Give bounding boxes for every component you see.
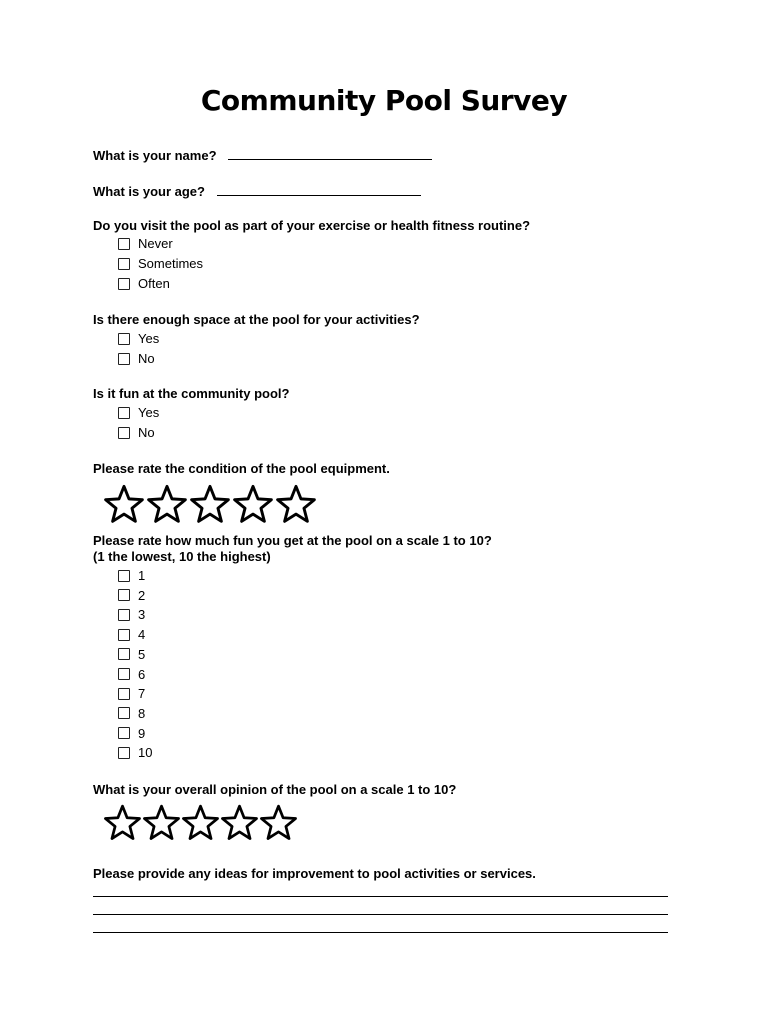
checkbox[interactable] bbox=[118, 238, 130, 250]
ideas-answer-line[interactable] bbox=[93, 932, 668, 933]
checkbox[interactable] bbox=[118, 688, 130, 700]
option-label: 6 bbox=[138, 666, 146, 682]
star-icon[interactable] bbox=[146, 483, 188, 525]
checkbox[interactable] bbox=[118, 427, 130, 439]
star-icon[interactable] bbox=[232, 483, 274, 525]
ideas-answer-line[interactable] bbox=[93, 896, 668, 897]
equipment-star-rating bbox=[103, 483, 318, 525]
option-label: 8 bbox=[138, 705, 146, 721]
checkbox[interactable] bbox=[118, 589, 130, 601]
option-label: 9 bbox=[138, 725, 146, 741]
scale-option[interactable] bbox=[118, 607, 145, 623]
ideas-question-label: Please provide any ideas for improvement to pool activities or services. bbox=[93, 866, 536, 881]
scale-option[interactable] bbox=[118, 726, 145, 742]
star-icon[interactable] bbox=[142, 803, 181, 842]
scale-question-sublabel: (1 the lowest, 10 the highest) bbox=[93, 549, 271, 564]
checkbox[interactable] bbox=[118, 668, 130, 680]
age-question-label: What is your age? bbox=[93, 184, 205, 199]
age-question bbox=[93, 183, 421, 199]
scale-option[interactable] bbox=[118, 667, 145, 683]
age-answer-line[interactable] bbox=[217, 183, 421, 196]
checkbox[interactable] bbox=[118, 747, 130, 759]
fun-option-no[interactable] bbox=[118, 425, 155, 441]
scale-option[interactable] bbox=[118, 706, 145, 722]
space-question-label: Is there enough space at the pool for your activities? bbox=[93, 312, 420, 327]
page-title: Community Pool Survey bbox=[200, 84, 568, 117]
option-label: 3 bbox=[138, 607, 146, 623]
ideas-answer-line[interactable] bbox=[93, 914, 668, 915]
option-label: 5 bbox=[138, 646, 146, 662]
exercise-option-often[interactable] bbox=[118, 276, 170, 292]
fun-question-label: Is it fun at the community pool? bbox=[93, 386, 290, 401]
exercise-question-label: Do you visit the pool as part of your exercise or health fitness routine? bbox=[93, 218, 531, 233]
checkbox[interactable] bbox=[118, 278, 130, 290]
checkbox[interactable] bbox=[118, 570, 130, 582]
checkbox[interactable] bbox=[118, 353, 130, 365]
option-label: No bbox=[138, 425, 155, 440]
checkbox[interactable] bbox=[118, 629, 130, 641]
option-label: No bbox=[138, 351, 155, 366]
option-label: Often bbox=[138, 276, 170, 291]
equipment-question-label: Please rate the condition of the pool equipment. bbox=[93, 461, 390, 476]
overall-star-rating bbox=[103, 803, 298, 842]
checkbox[interactable] bbox=[118, 609, 130, 621]
exercise-option-never[interactable] bbox=[118, 236, 173, 252]
star-icon[interactable] bbox=[189, 483, 231, 525]
space-option-no[interactable] bbox=[118, 351, 155, 367]
scale-option[interactable] bbox=[118, 627, 145, 643]
star-icon[interactable] bbox=[103, 483, 145, 525]
overall-question-label: What is your overall opinion of the pool on a scale 1 to 10? bbox=[93, 782, 457, 797]
option-label: Yes bbox=[138, 405, 160, 420]
option-label: 10 bbox=[138, 745, 153, 761]
name-question bbox=[93, 147, 432, 163]
checkbox[interactable] bbox=[118, 727, 130, 739]
star-icon[interactable] bbox=[181, 803, 220, 842]
option-label: 7 bbox=[138, 686, 146, 702]
star-icon[interactable] bbox=[220, 803, 259, 842]
scale-question-label: Please rate how much fun you get at the pool on a scale 1 to 10? bbox=[93, 533, 492, 548]
fun-option-yes[interactable] bbox=[118, 405, 159, 421]
scale-option[interactable] bbox=[118, 588, 145, 604]
option-label: Sometimes bbox=[138, 256, 204, 271]
space-option-yes[interactable] bbox=[118, 331, 159, 347]
option-label: Never bbox=[138, 236, 173, 251]
scale-option[interactable] bbox=[118, 568, 145, 584]
checkbox[interactable] bbox=[118, 648, 130, 660]
option-label: 4 bbox=[138, 627, 146, 643]
scale-option[interactable] bbox=[118, 745, 152, 761]
scale-option[interactable] bbox=[118, 686, 145, 702]
star-icon[interactable] bbox=[259, 803, 298, 842]
checkbox[interactable] bbox=[118, 707, 130, 719]
checkbox[interactable] bbox=[118, 333, 130, 345]
option-label: 2 bbox=[138, 587, 146, 603]
exercise-option-sometimes[interactable] bbox=[118, 256, 203, 272]
option-label: 1 bbox=[138, 568, 146, 583]
scale-option[interactable] bbox=[118, 647, 145, 663]
checkbox[interactable] bbox=[118, 258, 130, 270]
checkbox[interactable] bbox=[118, 407, 130, 419]
star-icon[interactable] bbox=[103, 803, 142, 842]
name-answer-line[interactable] bbox=[228, 147, 432, 160]
option-label: Yes bbox=[138, 331, 160, 346]
name-question-label: What is your name? bbox=[93, 148, 217, 163]
star-icon[interactable] bbox=[275, 483, 317, 525]
